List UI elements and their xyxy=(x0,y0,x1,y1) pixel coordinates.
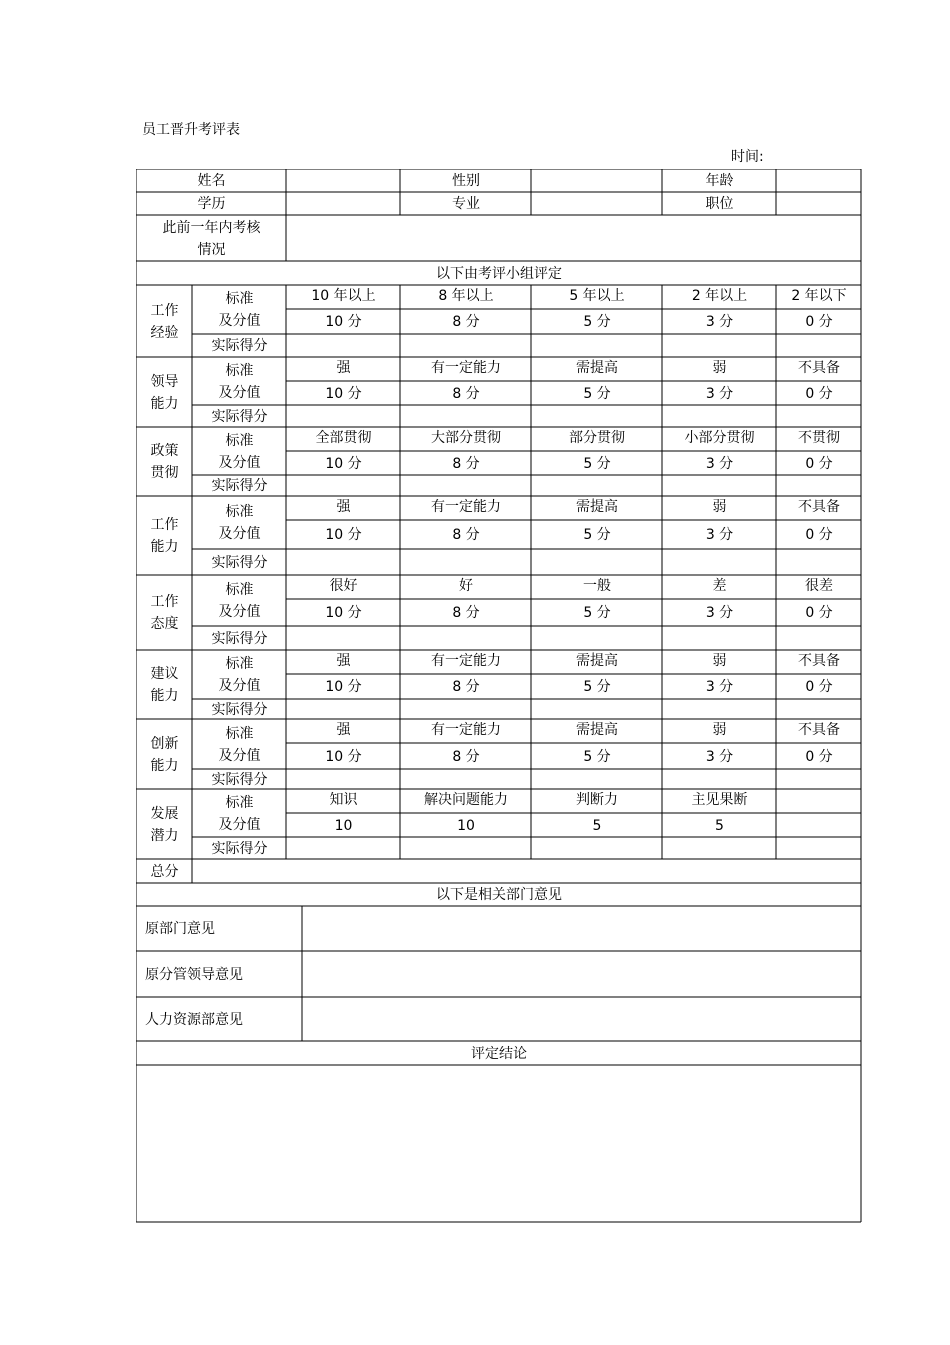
actual-score-input[interactable] xyxy=(777,627,861,650)
standard-score-label xyxy=(193,497,286,549)
standard-score-label xyxy=(193,720,286,769)
score-cell: 8 分 xyxy=(452,527,480,543)
actual-score-input[interactable] xyxy=(532,476,662,496)
standard-cell: 很差 xyxy=(805,577,833,594)
actual-score-input[interactable] xyxy=(401,476,531,496)
actual-score-input[interactable] xyxy=(287,406,400,427)
category-label-line: 经验 xyxy=(150,324,179,341)
opinion-label: 人力资源部意见 xyxy=(145,1011,243,1028)
category-label xyxy=(137,576,192,650)
score-cell: 5 分 xyxy=(583,455,611,472)
standard-score-label-line: 标准 xyxy=(225,582,254,598)
standard-cell: 需提高 xyxy=(576,721,618,738)
opinion-value[interactable] xyxy=(303,907,861,951)
score-cell: 10 分 xyxy=(325,385,362,402)
standard-cell: 弱 xyxy=(712,359,727,376)
category-label-line: 领导 xyxy=(150,373,179,390)
category-label-line: 政策 xyxy=(150,443,179,459)
score-cell: 8 分 xyxy=(452,748,480,765)
standard-score-label-line: 及分值 xyxy=(218,384,261,401)
prev-year-review-label xyxy=(137,216,286,261)
actual-score-input[interactable] xyxy=(287,838,400,859)
score-cell: 3 分 xyxy=(705,679,734,695)
score-cell: 5 xyxy=(715,817,724,834)
actual-score-input[interactable] xyxy=(532,406,662,427)
standard-cell: 需提高 xyxy=(576,498,618,515)
standard-cell: 差 xyxy=(712,577,727,594)
score-cell: 8 分 xyxy=(452,605,480,621)
panel-header: 以下由考评小组评定 xyxy=(436,265,562,282)
actual-score-input[interactable] xyxy=(401,550,531,575)
standard-score-label xyxy=(193,286,286,334)
standard-score-label-line: 及分值 xyxy=(218,454,261,471)
actual-score-input[interactable] xyxy=(401,627,531,650)
standard-cell: 弱 xyxy=(712,498,727,515)
standard-cell: 解决问题能力 xyxy=(424,791,508,808)
opinion-value[interactable] xyxy=(303,952,861,997)
major-label: 专业 xyxy=(452,196,480,212)
standard-cell: 有一定能力 xyxy=(431,721,501,738)
actual-score-label: 实际得分 xyxy=(211,701,268,718)
standard-score-label-line: 及分值 xyxy=(218,526,261,542)
score-cell: 3 分 xyxy=(705,605,734,621)
score-cell: 0 分 xyxy=(805,748,833,765)
standard-score-label-line: 标准 xyxy=(225,794,254,811)
standard-score-label-line: 标准 xyxy=(225,291,254,307)
name-label: 姓名 xyxy=(197,173,226,189)
actual-score-input[interactable] xyxy=(532,838,662,859)
category-label xyxy=(137,286,192,357)
actual-score-input[interactable] xyxy=(532,627,662,650)
time-label: 时间: xyxy=(731,149,764,165)
standard-cell: 好 xyxy=(459,577,473,594)
standard-score-label-line: 及分值 xyxy=(218,313,261,329)
standard-cell: 知识 xyxy=(329,791,358,808)
age-label: 年龄 xyxy=(705,173,734,189)
actual-score-input[interactable] xyxy=(777,406,861,427)
education-label: 学历 xyxy=(197,196,226,212)
score-cell: 8 分 xyxy=(452,385,480,402)
score-cell: 3 分 xyxy=(705,748,734,765)
actual-score-input[interactable] xyxy=(663,476,776,496)
standard-cell: 强 xyxy=(336,652,351,669)
actual-score-input[interactable] xyxy=(401,838,531,859)
standard-cell: 需提高 xyxy=(576,359,618,376)
gender-label: 性别 xyxy=(452,173,480,189)
standard-cell: 强 xyxy=(336,359,351,376)
standard-cell: 小部分贯彻 xyxy=(684,429,755,446)
actual-score-label: 实际得分 xyxy=(211,554,268,571)
standard-cell: 8 年以上 xyxy=(438,287,494,304)
standard-cell: 不贯彻 xyxy=(798,429,840,446)
score-cell: 0 分 xyxy=(805,314,833,330)
category-label xyxy=(137,720,192,789)
standard-score-label xyxy=(193,651,286,699)
actual-score-input[interactable] xyxy=(663,550,776,575)
category-label-line: 能力 xyxy=(150,395,179,412)
standard-cell: 全部贯彻 xyxy=(315,429,372,446)
score-cell: 5 分 xyxy=(583,605,611,621)
standard-cell: 10 年以上 xyxy=(311,287,376,304)
actual-score-input[interactable] xyxy=(663,838,776,859)
prev-year-review-label-line: 情况 xyxy=(197,241,226,258)
standard-cell: 部分贯彻 xyxy=(569,429,625,446)
score-cell: 3 分 xyxy=(705,385,734,402)
actual-score-label: 实际得分 xyxy=(211,408,268,425)
score-cell: 5 分 xyxy=(583,679,611,695)
actual-score-input[interactable] xyxy=(287,550,400,575)
category-label-line: 态度 xyxy=(150,616,179,632)
standard-score-label-line: 及分值 xyxy=(218,678,261,694)
actual-score-label: 实际得分 xyxy=(211,338,268,354)
score-cell: 0 分 xyxy=(805,455,833,472)
category-label-line: 贯彻 xyxy=(150,465,179,481)
standard-cell: 大部分贯彻 xyxy=(431,429,501,446)
opinions-header: 以下是相关部门意见 xyxy=(436,887,562,903)
standard-score-label-line: 标准 xyxy=(225,362,254,379)
name-value[interactable] xyxy=(287,170,400,192)
standard-score-label-line: 标准 xyxy=(225,504,254,520)
category-label xyxy=(137,358,192,427)
opinion-label: 原分管领导意见 xyxy=(145,966,243,983)
standard-cell: 弱 xyxy=(712,652,727,669)
standard-score-label-line: 标准 xyxy=(225,432,254,449)
score-cell: 5 分 xyxy=(583,385,611,402)
standard-cell xyxy=(777,788,861,811)
category-label-line: 能力 xyxy=(150,539,179,555)
standard-cell: 需提高 xyxy=(576,652,618,669)
position-value[interactable] xyxy=(777,193,861,215)
standard-cell: 不具备 xyxy=(798,652,840,669)
actual-score-label: 实际得分 xyxy=(211,771,268,788)
prev-year-review-label-line: 此前一年内考核 xyxy=(162,219,261,236)
standard-cell: 弱 xyxy=(712,721,727,738)
score-cell: 10 分 xyxy=(325,748,362,765)
standard-cell: 强 xyxy=(336,721,351,738)
standard-cell: 2 年以下 xyxy=(791,287,847,304)
actual-score-input[interactable] xyxy=(532,335,662,357)
total-label: 总分 xyxy=(150,863,179,880)
standard-cell: 很好 xyxy=(329,577,358,594)
age-value[interactable] xyxy=(777,170,861,192)
standard-cell: 不具备 xyxy=(798,498,840,515)
actual-score-input[interactable] xyxy=(663,770,776,789)
standard-score-label xyxy=(193,358,286,405)
score-cell: 8 分 xyxy=(452,455,480,472)
score-cell: 5 分 xyxy=(583,748,611,765)
score-cell: 5 xyxy=(592,817,602,834)
standard-score-label-line: 及分值 xyxy=(218,816,261,833)
actual-score-input[interactable] xyxy=(777,838,861,859)
opinion-label: 原部门意见 xyxy=(145,921,215,937)
actual-score-input[interactable] xyxy=(401,770,531,789)
actual-score-input[interactable] xyxy=(287,476,400,496)
standard-cell: 有一定能力 xyxy=(431,359,501,376)
standard-cell: 判断力 xyxy=(576,791,618,808)
score-cell: 3 分 xyxy=(705,527,734,543)
score-cell: 10 分 xyxy=(325,314,362,330)
category-label-line: 潜力 xyxy=(150,827,179,844)
actual-score-input[interactable] xyxy=(287,770,400,789)
score-cell: 10 分 xyxy=(325,527,362,543)
category-label-line: 工作 xyxy=(150,594,179,610)
actual-score-input[interactable] xyxy=(287,627,400,650)
category-label-line: 创新 xyxy=(150,735,179,752)
standard-cell: 有一定能力 xyxy=(431,498,501,515)
category-label-line: 能力 xyxy=(150,757,179,774)
actual-score-input[interactable] xyxy=(532,700,662,719)
score-cell: 10 分 xyxy=(325,679,362,695)
conclusion-area[interactable] xyxy=(137,1066,861,1222)
category-label xyxy=(137,651,192,719)
category-label-line: 发展 xyxy=(150,805,179,822)
category-label xyxy=(137,428,192,496)
opinion-value[interactable] xyxy=(303,998,861,1041)
actual-score-input[interactable] xyxy=(287,335,400,357)
score-cell xyxy=(777,814,861,837)
score-cell: 8 分 xyxy=(452,314,480,330)
actual-score-input[interactable] xyxy=(777,476,861,496)
standard-score-label-line: 标准 xyxy=(225,656,254,672)
conclusion-header: 评定结论 xyxy=(471,1045,527,1062)
standard-score-label-line: 标准 xyxy=(225,725,254,742)
score-cell: 10 分 xyxy=(325,455,362,472)
standard-cell: 不具备 xyxy=(798,359,840,376)
score-cell: 10 xyxy=(334,817,353,834)
standard-score-label-line: 及分值 xyxy=(218,604,261,620)
standard-score-label xyxy=(193,790,286,837)
standard-cell: 2 年以上 xyxy=(691,287,748,304)
actual-score-input[interactable] xyxy=(663,406,776,427)
standard-score-label xyxy=(193,576,286,626)
score-cell: 0 分 xyxy=(805,527,833,543)
actual-score-input[interactable] xyxy=(777,770,861,789)
score-cell: 0 分 xyxy=(805,679,833,695)
actual-score-label: 实际得分 xyxy=(211,840,268,857)
actual-score-input[interactable] xyxy=(287,700,400,719)
actual-score-input[interactable] xyxy=(777,550,861,575)
standard-score-label-line: 及分值 xyxy=(218,747,261,764)
category-label-line: 工作 xyxy=(150,517,179,533)
education-value[interactable] xyxy=(287,193,400,215)
form-title: 员工晋升考评表 xyxy=(142,122,240,138)
score-cell: 0 分 xyxy=(805,605,833,621)
score-cell: 3 分 xyxy=(705,314,734,330)
score-cell: 5 分 xyxy=(583,527,611,543)
actual-score-input[interactable] xyxy=(663,335,776,357)
category-label xyxy=(137,497,192,575)
standard-cell: 主见果断 xyxy=(691,791,748,808)
actual-score-input[interactable] xyxy=(401,335,531,357)
category-label-line: 建议 xyxy=(150,666,179,682)
actual-score-input[interactable] xyxy=(532,550,662,575)
evaluation-table xyxy=(136,169,862,1223)
category-label-line: 工作 xyxy=(150,302,179,319)
standard-score-label xyxy=(193,428,286,475)
standard-cell: 不具备 xyxy=(798,721,840,738)
category-label-line: 能力 xyxy=(150,688,179,704)
standard-cell: 5 年以上 xyxy=(569,287,625,304)
actual-score-input[interactable] xyxy=(663,627,776,650)
actual-score-label: 实际得分 xyxy=(211,478,268,494)
gender-value[interactable] xyxy=(532,170,662,192)
standard-cell: 有一定能力 xyxy=(431,652,501,669)
actual-score-input[interactable] xyxy=(777,335,861,357)
actual-score-input[interactable] xyxy=(777,700,861,719)
standard-cell: 一般 xyxy=(583,577,611,594)
actual-score-input[interactable] xyxy=(401,700,531,719)
score-cell: 8 分 xyxy=(452,679,480,695)
actual-score-input[interactable] xyxy=(401,406,531,427)
category-label xyxy=(137,790,192,859)
score-cell: 10 分 xyxy=(325,605,362,621)
actual-score-input[interactable] xyxy=(532,770,662,789)
score-cell: 0 分 xyxy=(805,385,833,402)
standard-cell: 强 xyxy=(336,498,351,515)
actual-score-label: 实际得分 xyxy=(211,630,268,647)
score-cell: 5 分 xyxy=(583,314,611,330)
position-label: 职位 xyxy=(705,196,734,212)
major-value[interactable] xyxy=(532,193,662,215)
actual-score-input[interactable] xyxy=(663,700,776,719)
prev-year-review-value[interactable] xyxy=(287,216,861,261)
score-cell: 3 分 xyxy=(705,455,734,472)
total-value[interactable] xyxy=(193,860,861,883)
score-cell: 10 xyxy=(457,817,475,834)
